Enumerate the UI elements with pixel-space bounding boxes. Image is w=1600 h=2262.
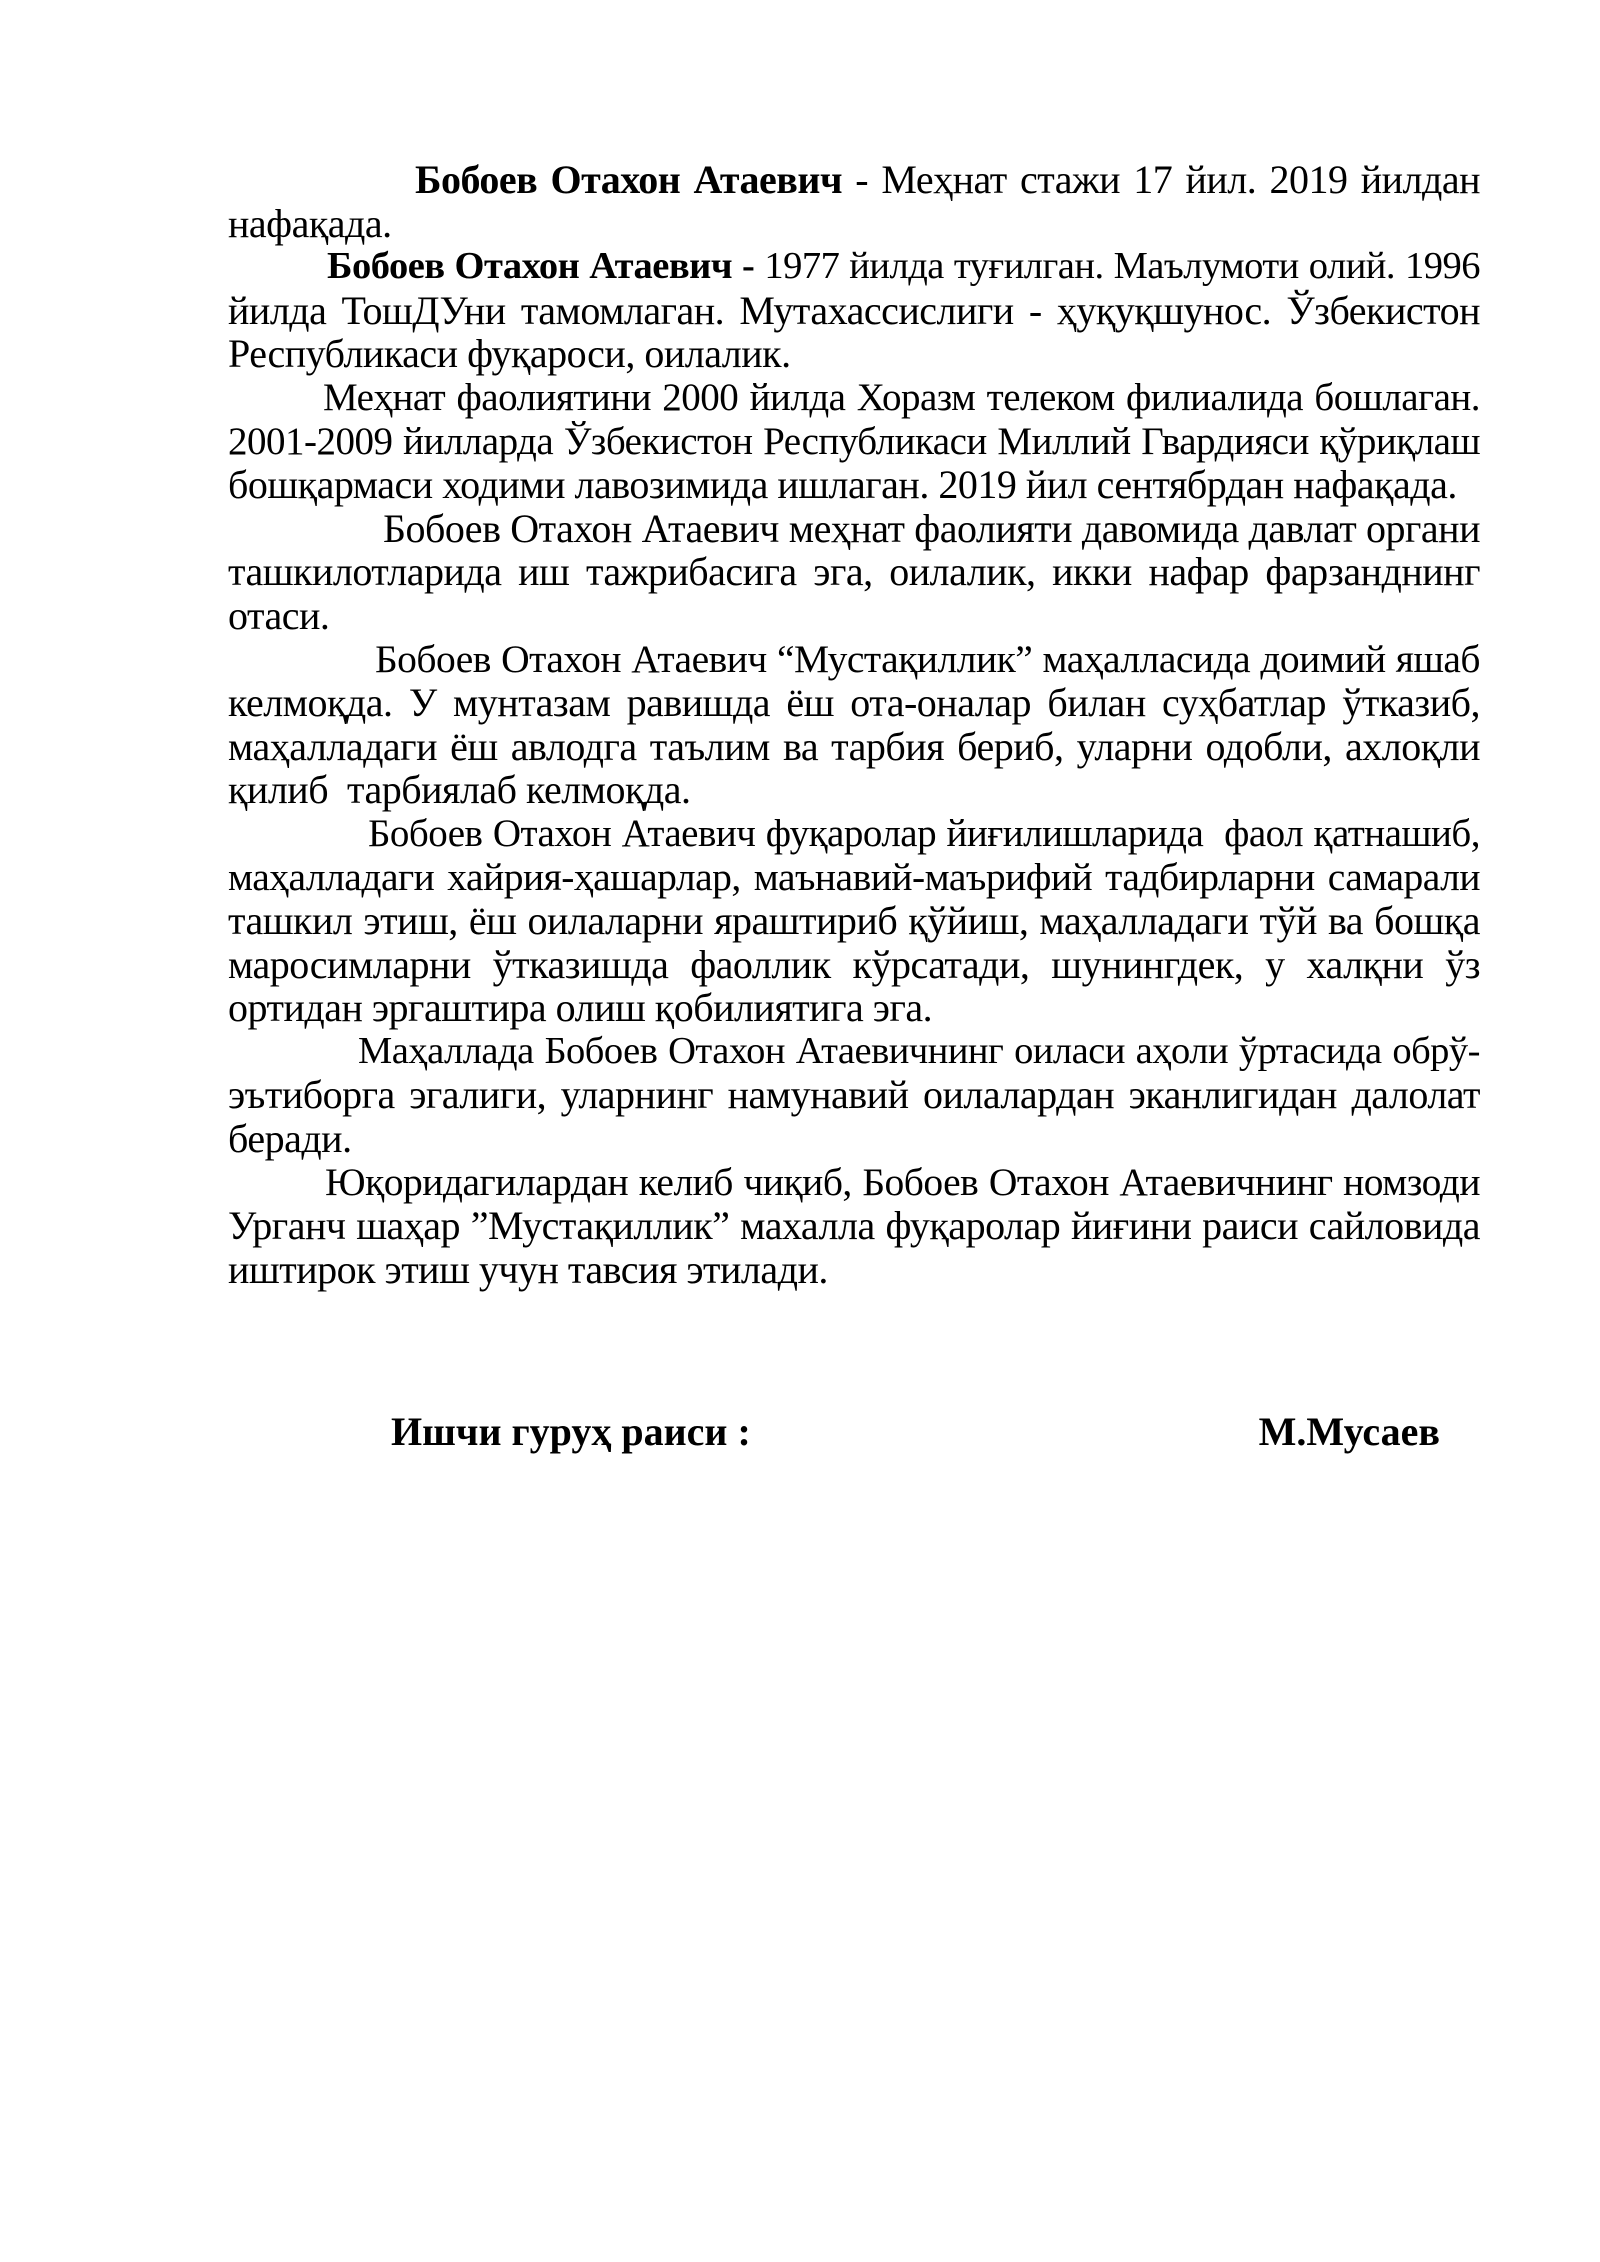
text-line	[228, 1030, 1480, 1074]
text-line	[228, 1204, 1480, 1248]
text-segment: маҳалладаги хайрия-ҳашарлар, маънавий-маърифий тадбирларни самарали	[228, 854, 1480, 899]
text-line	[228, 550, 1480, 594]
signature-row	[228, 1410, 1480, 1454]
text-segment: йилда ТошДУни тамомлаган. Мутахассислиги - ҳуқуқшунос. Ўзбекистон	[228, 287, 1480, 333]
text-segment: иштирок этиш учун тавсия этилади.	[228, 1246, 828, 1292]
text-line	[228, 768, 1480, 812]
text-segment: келмоқда. У мунтазам равишда ёш ота-оналар билан суҳбатлар ўтказиб,	[228, 680, 1480, 726]
paragraph	[228, 158, 1480, 245]
text-segment: беради.	[228, 1116, 352, 1162]
text-line	[228, 202, 1480, 246]
text-segment: 2001-2009 йилларда Ўзбекистон Республикаси Миллий Гвардияси қўриқлаш	[228, 419, 1480, 463]
signature-role: Ишчи гуруҳ раиси :	[391, 1409, 751, 1454]
text-line	[228, 1117, 1480, 1161]
paragraph	[228, 1030, 1480, 1161]
paragraph	[228, 376, 1480, 507]
text-line	[228, 681, 1480, 725]
text-segment: маҳалладаги ёш авлодга таълим ва тарбия бериб, уларни одобли, ахлоқли	[228, 723, 1480, 769]
document-body	[228, 158, 1480, 1291]
text-line	[228, 332, 1480, 376]
text-segment: бошқармаси ходими лавозимида ишлаган. 2019 йил сентябрдан нафақада.	[228, 462, 1457, 508]
text-segment: Республикаси фуқароси, оилалик.	[228, 331, 791, 377]
text-line	[228, 899, 1480, 943]
text-segment: Бобоев Отахон Атаевич -	[327, 245, 755, 288]
text-line	[228, 812, 1480, 856]
text-segment: Бобоев Отахон Атаевич меҳнат фаолияти давомида давлат органи	[383, 505, 1480, 551]
text-segment: қилиб тарбиялаб келмоқда.	[228, 767, 691, 813]
text-segment: Меҳнат фаолиятини 2000 йилда Хоразм телеком филиалида бошлаган.	[323, 375, 1480, 419]
text-segment: Бобоев Отахон Атаевич “Мустақиллик” маҳалласида доимий яшаб	[375, 636, 1480, 681]
paragraph	[228, 638, 1480, 812]
text-line	[228, 856, 1480, 900]
text-line	[228, 463, 1480, 507]
text-line	[228, 376, 1480, 420]
text-segment: ташкилотларида иш тажрибасига эга, оилалик, икки нафар фарзанднинг	[228, 549, 1480, 595]
text-segment: ортидан эргаштира олиш қобилиятига эга.	[228, 985, 933, 1031]
text-segment: маросимларни ўтказишда фаоллик кўрсатади, шунингдек, у халқни ўз	[228, 941, 1480, 987]
text-segment: нафақада.	[228, 200, 392, 246]
text-segment: Маҳаллада Бобоев Отахон Атаевичнинг оиласи аҳоли ўртасида обрў-	[358, 1029, 1480, 1072]
text-line	[228, 507, 1480, 551]
text-segment: - Меҳнат стажи 17 йил. 2019 йилдан	[842, 157, 1481, 202]
text-line	[228, 420, 1480, 464]
text-line	[228, 245, 1480, 289]
text-line	[228, 1073, 1480, 1117]
paragraph	[228, 507, 1480, 638]
text-line	[228, 725, 1480, 769]
text-segment: Урганч шаҳар ”Мустақиллик” махалла фуқаролар йиғини раиси сайловида	[228, 1203, 1480, 1249]
text-segment: эътиборга эгалиги, уларнинг намунавий оилалардан эканлигидан далолат	[228, 1072, 1480, 1118]
paragraph	[228, 1161, 1480, 1292]
text-segment: Юқоридагилардан келиб чиқиб, Бобоев Отахон Атаевичнинг номзоди	[325, 1159, 1480, 1204]
text-line	[228, 986, 1480, 1030]
text-segment: 1977 йилда туғилган. Маълумоти олий. 1996	[754, 245, 1480, 288]
text-segment: ташкил этиш, ёш оилаларни яраштириб қўйиш, маҳалладаги тўй ва бошқа	[228, 898, 1480, 944]
text-line	[228, 1248, 1480, 1292]
text-line	[228, 1161, 1480, 1205]
text-line	[228, 943, 1480, 987]
text-segment: Бобоев Отахон Атаевич	[415, 157, 843, 202]
text-line	[228, 638, 1480, 682]
text-segment: Бобоев Отахон Атаевич фуқаролар йиғилишларида фаол қатнашиб,	[368, 811, 1480, 855]
text-segment: отаси.	[228, 592, 330, 638]
text-line	[228, 158, 1480, 202]
text-line	[228, 594, 1480, 638]
paragraph	[228, 245, 1480, 376]
paragraph	[228, 812, 1480, 1030]
text-line	[228, 289, 1480, 333]
signature-name: М.Мусаев	[1258, 1409, 1440, 1454]
